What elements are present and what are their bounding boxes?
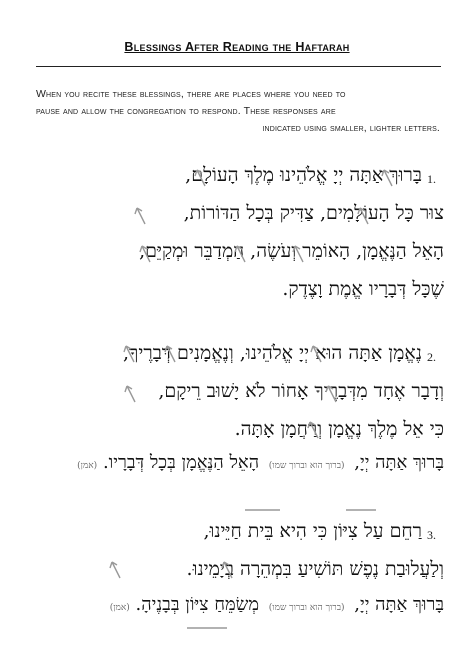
blessing-2-amen-response: (אמן): [77, 461, 98, 471]
blessing-1-number: 1.: [427, 172, 436, 186]
blessing-3-line-2: וְלַעֲלוּבַת נֶפֶשׁ תּוֹשִׁיעַ בִּמְהֵרָה בְיָמֵינוּ.: [186, 558, 444, 580]
intro-line-3: indicated using smaller, lighter letters.: [262, 122, 440, 134]
pause-mark: [125, 386, 135, 402]
page-title: Blessings After Reading the Haftarah: [124, 40, 350, 54]
blessing-2-closing-main: בָּרוּךְ אַתָּה יְיָ,: [354, 452, 444, 473]
blessing-2-line-1: נֶאֱמָן אַתָּה הוּא יְיָ אֱלֹהֵינוּ, וְנֶאֱמָנִים דְּבָרֶיךָ,: [123, 342, 422, 364]
blessing-2-congregation-response: (ברוך הוא וברוך שמו): [268, 461, 345, 471]
pause-mark: [110, 562, 120, 578]
blessing-2-line-3: כִּי אֵל מֶלֶךְ נֶאֱמָן וְרַחֲמָן אָתָּה.: [234, 418, 444, 440]
blessing-3-closing: [110, 594, 444, 615]
blessing-3-closing-main: בָּרוּךְ אַתָּה יְיָ,: [354, 594, 444, 615]
blessing-3-congregation-response: (ברוך הוא וברוך שמו): [268, 603, 345, 613]
intro-paragraph: [36, 86, 440, 137]
blessing-2-closing: [77, 452, 444, 473]
blessing-2-number: 2.: [427, 350, 436, 364]
blessing-3-line-1: רַחֵם עַל צִיּוֹן כִּי הִיא בֵּית חַיֵּינוּ,: [203, 520, 422, 542]
blessing-3-closing-end: מְשַׂמֵּחַ צִיּוֹן בְּבָנֶיהָ.: [135, 594, 260, 615]
blessing-3-amen-response: (אמן): [109, 603, 130, 613]
intro-line-2: pause and allow the congregation to respond. These responses are: [36, 105, 336, 117]
blessing-1-line-3: הָאֵל הַנֶּאֱמָן, הָאוֹמֵר וְעֹשֶׂה, הַמְדַבֵּר וּמְקַיֵּם,: [139, 240, 444, 262]
blessing-2-line-2: וְדָבָר אֶחָד מִדְּבָרֶיךָ אָחוֹר לֹא יָשׁוּב רֵיקָם,: [158, 380, 444, 402]
blessing-3-number: 3.: [427, 528, 436, 542]
pause-mark: [135, 208, 145, 224]
intro-line-1: When you recite these blessings, there are places where you need to: [36, 88, 346, 100]
blessing-2-closing-end: הָאֵל הַנֶּאֱמָן בְּכָל דְּבָרָיו.: [102, 452, 260, 473]
blessing-1-line-1: בָּרוּךְ אַתָּה יְיָ אֱלֹהֵינוּ מֶלֶךְ הָעוֹלָם,: [185, 164, 422, 186]
blessing-1-line-4: שֶׁכָּל דְּבָרָיו אֱמֶת וָצֶדֶק.: [282, 278, 444, 300]
title-divider: [36, 66, 441, 67]
blessing-1-line-2: צוּר כָּל הָעוֹלָמִים, צַדִּיק בְּכָל הַדּוֹרוֹת,: [183, 202, 444, 224]
